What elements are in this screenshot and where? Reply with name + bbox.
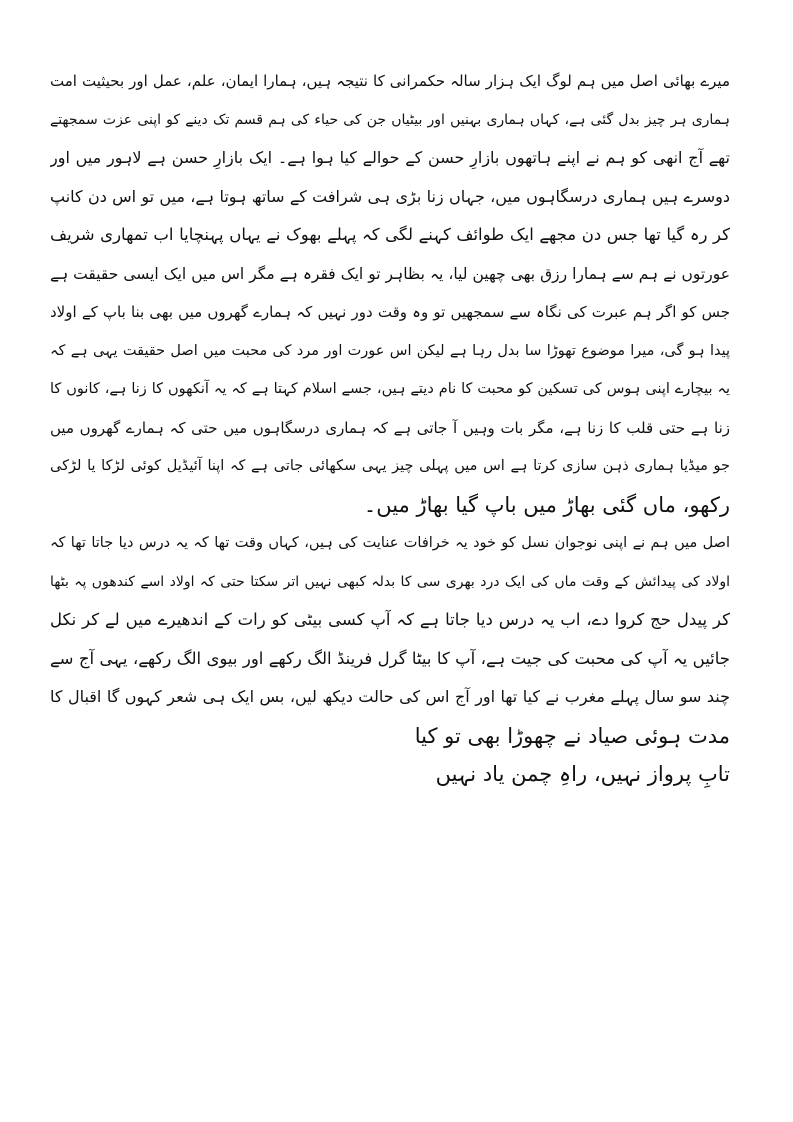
text-line: اصل میں ہم نے اپنی نوجوان نسل کو خود یہ خرافات عنایت کی ہیں، کہاں وقت تھا کہ یہ درس دیا جاتا تھا کہ bbox=[50, 535, 730, 551]
text-line: جس کو اگر ہم عبرت کی نگاہ سے سمجھیں تو وہ وقت دور نہیں کہ ہمارے گھروں میں بھی بنا باپ کے اولاد bbox=[50, 303, 730, 321]
text-line: جائیں یہ آپ کی محبت کی جیت ہے، آپ کا بیٹا گرل فرینڈ الگ رکھے اور بیوی الگ رکھے، یہی آج سے bbox=[50, 648, 730, 668]
text-line: عورتوں نے ہم سے ہمارا رزق بھی چھین لیا، یہ بظاہر تو ایک فقرہ ہے مگر اس میں ایک ایسی حقیقت ہے bbox=[50, 264, 730, 283]
text-line: کر پیدل حج کروا دے، اب یہ درس دیا جاتا ہے کہ آپ کسی بیٹی کو رات کے اندھیرے میں لے کر نکل bbox=[50, 610, 730, 629]
text-line: چند سو سال پہلے مغرب نے کیا تھا اور آج اس کی حالت دیکھ لیں، بس ایک ہی شعر کہوں گا اقبال کا bbox=[50, 687, 730, 706]
poem-line-1: مدت ہوئی صیاد نے چھوڑا بھی تو کیا bbox=[414, 723, 730, 748]
text-line: کر رہ گیا تھا جس دن مجھے ایک طوائف کہنے لگی کہ پہلے بھوک نے یہاں پہنچایا اب تمھاری شریف bbox=[50, 225, 730, 244]
text-line: میرے بھائی اصل میں ہم لوگ ایک ہزار سالہ حکمرانی کا نتیجہ ہیں، ہمارا ایمان، علم، عمل اور بحیثیت امت bbox=[50, 72, 730, 90]
poem-line-2: تابِ پرواز نہیں، راہِ چمن یاد نہیں bbox=[435, 762, 730, 786]
text-line: ہماری ہر چیز بدل گئی ہے، کہاں ہماری بہنیں اور بیٹیاں جن کی حیاء کی ہم قسم تک دینے کو اپنی عزت سمجھتے bbox=[50, 111, 730, 128]
text-line: تھے آج انھی کو ہم نے اپنے ہاتھوں بازارِ حسن کے حوالے کیا ہوا ہے۔ ایک بازارِ حسن ہے لاہور میں اور bbox=[50, 148, 730, 167]
text-line: یہ بیچارے اپنی ہوس کی تسکین کو محبت کا نام دیتے ہیں، جسے اسلام کہتا ہے کہ یہ آنکھوں کا زنا ہے، کانوں کا bbox=[50, 381, 730, 397]
text-line: جو میڈیا ہماری ذہن سازی کرتا ہے اس میں پہلی چیز یہی سکھائی جاتی ہے کہ اپنا آئیڈیل کوئی لڑکا یا لڑکی bbox=[50, 458, 730, 474]
text-line: دوسرے ہیں ہماری درسگاہوں میں، جہاں زنا بڑی ہی شرافت کے ساتھ ہوتا ہے، میں تو اس دن کانپ bbox=[50, 186, 730, 206]
text-line: اولاد کی پیدائش کے وقت ماں کی ایک درد بھری سی کا بدلہ کبھی نہیں اتر سکتا حتی کہ اولاد اسے کندھوں پہ بٹھا bbox=[50, 573, 730, 590]
document-body bbox=[50, 62, 730, 794]
text-line: پیدا ہو گی، میرا موضوع تھوڑا سا بدل رہا ہے لیکن اس عورت اور مرد کی محبت میں اصل حقیقت یہی ہے کہ bbox=[50, 342, 730, 359]
paragraph-end-line: رکھو، ماں گئی بھاڑ میں باپ گیا بھاڑ میں۔ bbox=[363, 492, 730, 517]
text-line: زنا ہے حتی قلب کا زنا ہے، مگر بات وہیں آ جاتی ہے کہ ہماری درسگاہوں میں حتی کہ ہمارے گھروں میں bbox=[50, 418, 730, 437]
